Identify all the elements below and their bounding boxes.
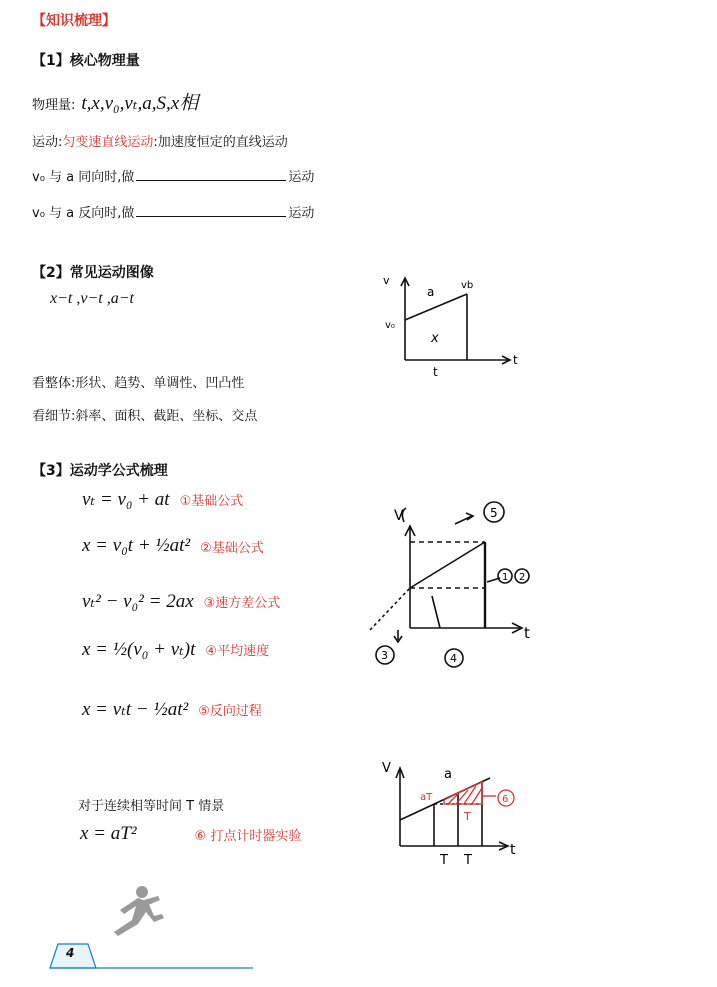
- label-3: 3: [381, 649, 388, 662]
- detail-observation: 看细节:斜率、面积、截距、坐标、交点: [32, 409, 258, 424]
- page-title: 【知识梳理】: [32, 13, 116, 29]
- formula-3: [82, 590, 280, 613]
- t-label: t: [433, 365, 438, 379]
- motion-term: 匀变速直线运动: [62, 135, 154, 150]
- aT-label: aT: [420, 792, 433, 803]
- formula-note: ②基础公式: [200, 540, 264, 556]
- vt-graph-sketch: [375, 270, 525, 382]
- T-label-1: T: [440, 853, 448, 868]
- velocity-line: [410, 542, 485, 588]
- T-label-2: T: [464, 853, 472, 868]
- t-label: t: [524, 624, 530, 642]
- v-label: V: [394, 508, 404, 524]
- label-5: 5: [490, 506, 498, 520]
- v-label: v: [383, 274, 390, 287]
- graph-types: x−t ,v−t ,a−t: [50, 290, 134, 307]
- velocity-line: [405, 294, 467, 320]
- formula-expression: x = vₜt − ½at²: [82, 699, 189, 720]
- section2-heading: 【2】常见运动图像: [32, 265, 154, 281]
- answer-blank[interactable]: [136, 204, 286, 217]
- vb-label: vb: [461, 280, 474, 291]
- motion-suffix: 运动: [288, 206, 315, 221]
- formula-5: [82, 698, 262, 721]
- formula-note: ⑤反向过程: [198, 704, 262, 719]
- a-label: a: [427, 285, 435, 299]
- t-label: t: [510, 842, 516, 858]
- quantities-label: 物理量:: [32, 98, 76, 113]
- opposite-direction-line: [32, 202, 314, 221]
- formula-expression: x = v₀t + ½at²: [82, 535, 191, 556]
- label-6: 6: [502, 794, 509, 805]
- section1-heading: 【1】核心物理量: [32, 53, 140, 69]
- formula-expression: x = aT²: [80, 823, 137, 844]
- overall-observation: 看整体:形状、趋势、单调性、凹凸性: [32, 376, 245, 391]
- arrow-four-line: [432, 596, 440, 628]
- formula-expression: x = ½(v₀ + vₜ)t: [82, 639, 196, 660]
- formula-4: [82, 638, 269, 661]
- motion-suffix: 运动: [288, 170, 315, 185]
- label-2: 2: [519, 572, 526, 583]
- v0-label: v₀: [385, 320, 395, 331]
- T-small-label: T: [464, 810, 471, 823]
- formula-expression: vₜ = v₀ + at: [82, 489, 170, 510]
- formula-1: [82, 488, 243, 511]
- x-label: x: [431, 331, 439, 346]
- equal-interval-graph-sketch: [378, 758, 528, 878]
- motion-line: [32, 131, 288, 150]
- same-direction-text: v₀ 与 a 同向时,做: [32, 170, 135, 185]
- runner-icon: [90, 882, 180, 942]
- formula-graph-sketch: [360, 498, 550, 683]
- motion-definition: :加速度恒定的直线运动: [153, 135, 288, 150]
- label-1: 1: [502, 572, 509, 583]
- equal-interval-intro: 对于连续相等时间 T 情景: [78, 799, 225, 814]
- highlight-region: [444, 782, 482, 804]
- formula-note: ③速方差公式: [203, 596, 281, 611]
- section3-heading: 【3】运动学公式梳理: [32, 463, 168, 479]
- page-number: 4: [66, 946, 75, 960]
- quantities-list: t,x,v₀,vₜ,a,S,x相: [81, 93, 199, 114]
- formula-6: [80, 823, 301, 845]
- t-axis-label: t: [513, 353, 518, 367]
- same-direction-line: [32, 166, 314, 185]
- page-number-tab: [48, 940, 258, 970]
- formula-note: ⑥ 打点计时器实验: [194, 828, 302, 844]
- motion-label: 运动:: [32, 135, 63, 150]
- answer-blank[interactable]: [136, 168, 286, 181]
- a-label: a: [444, 767, 452, 782]
- dashed-extension: [370, 588, 410, 630]
- formula-expression: vₜ² − v₀² = 2ax: [82, 591, 194, 612]
- opposite-direction-text: v₀ 与 a 反向时,做: [32, 206, 135, 221]
- formula-note: ④平均速度: [205, 644, 270, 659]
- formula-2: [82, 535, 264, 557]
- arrow-five-line: [455, 516, 472, 524]
- v-label: V: [382, 761, 391, 776]
- quantities-line: [32, 88, 198, 115]
- formula-note: ①基础公式: [179, 494, 244, 509]
- label-4: 4: [450, 652, 457, 665]
